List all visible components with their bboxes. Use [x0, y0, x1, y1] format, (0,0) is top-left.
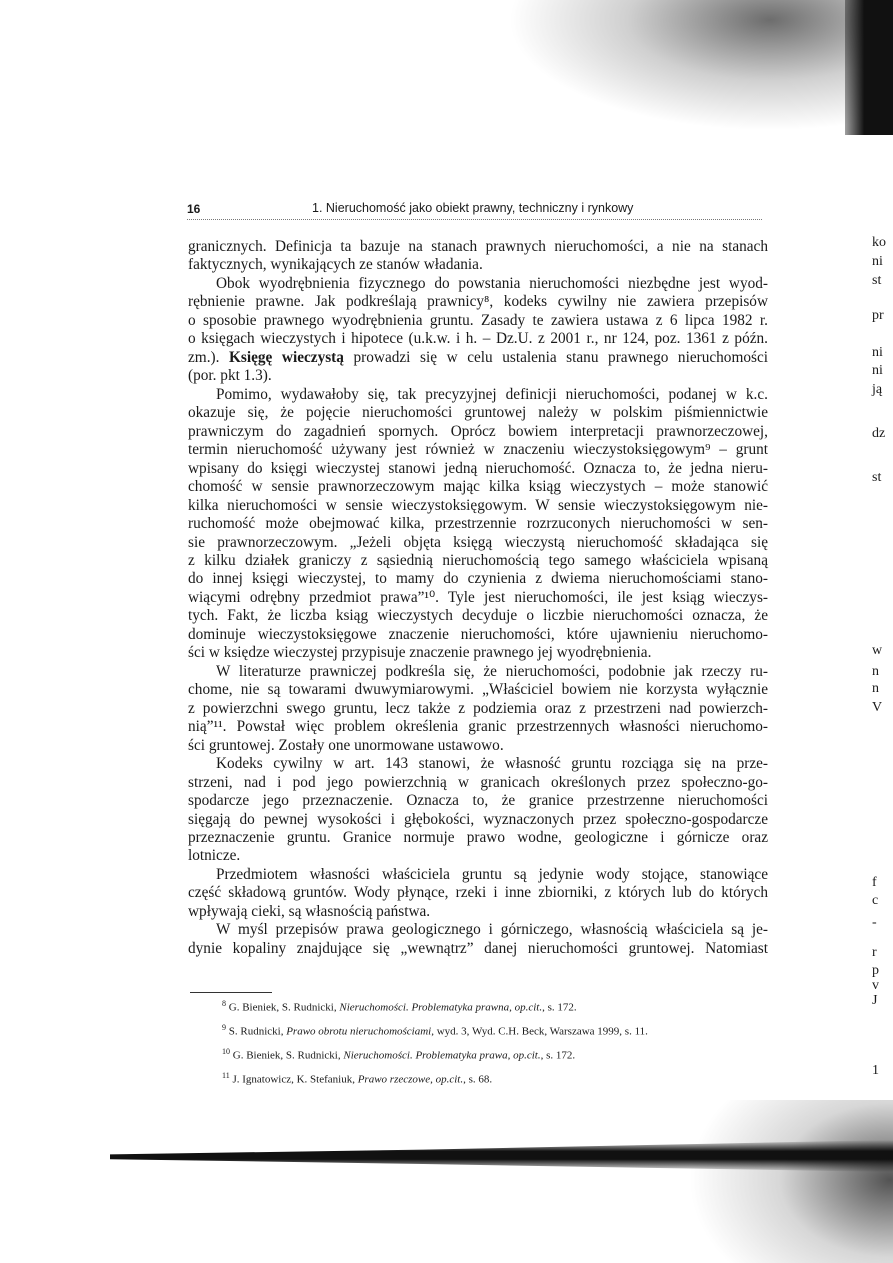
- line-text: ruchomość może obejmować kilka, przestrzennie rozrzuconych nieruchomości w sen-: [188, 515, 768, 533]
- adjacent-page-fragment: ni: [872, 345, 883, 360]
- footnote-text: , wyd. 3, Wyd. C.H. Beck, Warszawa 1999, s. 11.: [431, 1025, 648, 1038]
- text-line: [188, 903, 768, 921]
- adjacent-page-fragment: -: [872, 915, 877, 930]
- line-text: lotnicze.: [188, 847, 241, 865]
- line-text: wpisany do księgi wieczystej stanowi jedną nieruchomość. Oznacza to, że jedna nieru-: [188, 459, 768, 477]
- line-text: Kodeks cywilny w art. 143 stanowi, że własność gruntu rozciąga się na prze-: [216, 755, 768, 773]
- header-rule: [187, 219, 762, 220]
- footnote-number: 9: [222, 1022, 226, 1032]
- text-line: [188, 404, 768, 422]
- adjacent-page-fragment: st: [872, 470, 882, 485]
- text-line: [188, 515, 768, 533]
- text-line: [188, 423, 768, 441]
- line-text: Obok wyodrębnienia fizycznego do powstania nieruchomości niezbędne jest wyod-: [216, 274, 768, 292]
- footnote-text: , s. 172.: [540, 1049, 576, 1062]
- footnote-text: J. Ignatowicz, K. Stefaniuk,: [229, 1073, 358, 1086]
- line-text: dynie kopaliny znajdujące się „wewnątrz” danej nieruchomości gruntowej. Natomiast: [188, 939, 768, 957]
- scan-shadow-bottom-right: [650, 1100, 893, 1263]
- adjacent-page-fragment: dz: [872, 426, 886, 441]
- footnote-number: 10: [222, 1046, 230, 1056]
- text-line: [188, 497, 768, 515]
- line-text: z powierzchni swego gruntu, lecz także z podziemia oraz z przestrzeni nad powierzch-: [188, 699, 768, 717]
- scan-shadow-top: [300, 0, 893, 150]
- adjacent-page-fragment: n: [872, 681, 879, 696]
- line-text: (por. pkt 1.3).: [188, 367, 272, 385]
- footnote-title: Prawo obrotu nieruchomościami: [286, 1025, 432, 1038]
- line-text: z kilku działek graniczy z sąsiednią nieruchomością tego samego właściciela wpisaną: [188, 551, 768, 569]
- line-text: faktycznych, wynikających ze stanów władania.: [188, 256, 483, 274]
- line-text: Pomimo, wydawałoby się, tak precyzyjnej definicji nieruchomości, podanej w k.c.: [216, 385, 768, 403]
- text-line: [188, 718, 768, 736]
- text-line: [188, 847, 768, 865]
- adjacent-page-fragment: r: [872, 945, 877, 960]
- adjacent-page-fragment: ko: [872, 235, 886, 250]
- line-text: nią”¹¹. Powstał więc problem określenia granic przestrzennych własności nieruchomo-: [188, 718, 768, 736]
- footnote: [222, 994, 648, 1018]
- footnote-rule: [190, 992, 272, 993]
- adjacent-page-fragment: 1: [872, 1063, 879, 1078]
- line-text: przeznaczenie gruntu. Granice normuje prawo wodne, geologiczne i górnicze oraz: [188, 829, 768, 846]
- line-text: prowadzi się w celu ustalenia stanu prawnego nieruchomości: [343, 348, 768, 366]
- adjacent-page-fragment: f: [872, 875, 877, 890]
- line-text: wiącymi odrębny przedmiot prawa”¹⁰. Tyle jest nieruchomości, ile jest ksiąg wieczys-: [188, 588, 768, 606]
- text-line: [188, 460, 768, 478]
- text-line: [188, 829, 768, 847]
- footnote-text: S. Rudnicki,: [226, 1025, 287, 1038]
- adjacent-page-fragment: V: [872, 700, 883, 715]
- text-line: [188, 386, 768, 404]
- line-text: W literaturze prawniczej podkreśla się, że nieruchomości, podobnie jak rzeczy ru-: [216, 662, 768, 680]
- text-line: [188, 644, 768, 662]
- footnote: [222, 1018, 648, 1042]
- text-line: [188, 921, 768, 939]
- line-text: termin nieruchomość używany jest również w znaczeniu wieczystoksięgowym⁹ – grunt: [188, 441, 768, 459]
- line-text: część składową gruntów. Wody płynące, rzeki i inne zbiorniki, z których lub do których: [188, 884, 768, 902]
- text-line: [188, 607, 768, 625]
- footnote-text: G. Bieniek, S. Rudnicki,: [230, 1049, 344, 1062]
- line-text: chomość w sensie prawnorzeczowym mając kilka ksiąg wieczystych – może stanowić: [188, 478, 768, 496]
- line-text: rębnienie prawne. Jak podkreślają prawnicy⁸, kodeks cywilny nie zawiera przepisów: [188, 293, 768, 311]
- scan-edge-shadow: [845, 0, 893, 135]
- line-text: zm.).: [188, 348, 230, 366]
- line-text: sięgają do pewnej wysokości i głębokości, wyznaczonych przez społeczno-gospodarcze: [188, 810, 768, 828]
- line-text: Przedmiotem własności właściciela gruntu są jedynie wody stojące, stanowiące: [216, 865, 768, 883]
- text-line: [188, 681, 768, 699]
- footnote: [222, 1042, 648, 1066]
- line-text: kilka nieruchomości w sensie wieczystoksięgowym. W sensie wieczystoksięgowym nie-: [188, 496, 768, 514]
- text-line: [188, 570, 768, 588]
- text-line: [188, 737, 768, 755]
- text-line: [188, 811, 768, 829]
- line-text: o sposobie prawnego wyodrębnienia gruntu. Zasady te zawiera ustawa z 6 lipca 1982 r.: [188, 311, 768, 329]
- text-line: [188, 293, 768, 311]
- adjacent-page-fragment: J: [872, 993, 878, 1008]
- line-text: ści gruntowej. Zostały one unormowane ustawowo.: [188, 736, 504, 754]
- line-text: granicznych. Definicja ta bazuje na stanach prawnych nieruchomości, a nie na stanach: [188, 238, 768, 255]
- line-text: chome, nie są towarami dwuwymiarowymi. „Właściciel bowiem nie korzysta wyłącznie: [188, 681, 768, 699]
- text-line: [188, 441, 768, 459]
- footnote-title: Nieruchomości. Problematyka prawna, op.cit.: [339, 1001, 543, 1014]
- body-text: [188, 238, 768, 958]
- text-line: [188, 275, 768, 293]
- adjacent-page-fragment: p: [872, 963, 879, 978]
- adjacent-page-fragment: w: [872, 643, 883, 658]
- footnotes: [222, 994, 648, 1090]
- scan-edge-bottom: [110, 1140, 893, 1172]
- running-header: 1. Nieruchomość jako obiekt prawny, techniczny i rynkowy: [312, 201, 634, 215]
- text-line: [188, 700, 768, 718]
- text-line: [188, 534, 768, 552]
- line-text: prawniczym do zagadnień spornych. Oprócz bowiem interpretacji prawnorzeczowej,: [188, 422, 768, 440]
- text-line: [188, 940, 768, 958]
- text-line: [188, 866, 768, 884]
- line-text: okazuje się, że pojęcie nieruchomości gruntowej należy w polskim piśmiennictwie: [188, 404, 768, 422]
- footnote-number: 11: [222, 1070, 230, 1080]
- text-line: [188, 626, 768, 644]
- line-text: sie prawnorzeczowym. „Jeżeli objęta księgą wieczystą nieruchomość składająca się: [188, 533, 768, 551]
- adjacent-page-fragment: ni: [872, 363, 883, 378]
- text-line: [188, 755, 768, 773]
- adjacent-page-fragment: pr: [872, 308, 884, 323]
- footnote-text: , s. 68.: [463, 1073, 493, 1086]
- line-text: W myśl przepisów prawa geologicznego i górniczego, własnością właściciela są je-: [216, 921, 768, 939]
- footnote-title: Nieruchomości. Problematyka prawa, op.cit.: [343, 1049, 541, 1062]
- adjacent-page-fragment: ją: [872, 382, 883, 397]
- line-text: strzeni, nad i pod jego powierzchnią w granicach określonych przez społeczno-go-: [188, 773, 768, 791]
- line-text: spodarcze jego przeznaczenie. Oznacza to, że granice przestrzenne nieruchomości: [188, 792, 768, 810]
- text-line: [188, 552, 768, 570]
- footnote: [222, 1066, 648, 1090]
- text-line: [188, 367, 768, 385]
- adjacent-page-fragment: st: [872, 273, 882, 288]
- text-line: [188, 792, 768, 810]
- footnote-text: , s. 172.: [542, 1001, 577, 1014]
- line-text: do innej księgi wieczystej, to mamy do czynienia z dwiema nieruchomościami stano-: [188, 570, 768, 588]
- line-text: wpływają cieki, są własnością państwa.: [188, 902, 431, 920]
- page-number: 16: [187, 202, 201, 216]
- adjacent-page-fragment: c: [872, 893, 879, 908]
- text-line: [188, 238, 768, 256]
- text-line: [188, 256, 768, 274]
- footnote-title: Prawo rzeczowe, op.cit.: [357, 1073, 464, 1086]
- adjacent-page-fragment: v: [872, 978, 879, 993]
- text-line: [188, 312, 768, 330]
- adjacent-page-fragment: n: [872, 664, 879, 679]
- text-line: [188, 884, 768, 902]
- text-line: [188, 478, 768, 496]
- line-text: o księgach wieczystych i hipotece (u.k.w. i h. – Dz.U. z 2001 r., nr 124, poz. 1361 z późn.: [188, 330, 768, 348]
- text-line: [188, 663, 768, 681]
- line-text: dominuje wieczystoksięgowe znaczenie nieruchomości, które ujawnieniu nieruchomo-: [188, 625, 768, 643]
- line-text: ści w księdze wieczystej przypisuje znaczenie prawnego jej wyodrębnienia.: [188, 644, 652, 662]
- text-line: [188, 330, 768, 348]
- adjacent-page-fragment: ni: [872, 254, 883, 269]
- footnote-text: G. Bieniek, S. Rudnicki,: [226, 1001, 340, 1014]
- bold-term: Księgę wieczystą: [229, 348, 344, 366]
- line-text: tych. Fakt, że liczba ksiąg wieczystych decyduje o liczbie nieruchomości oznacza, że: [188, 607, 768, 625]
- text-line: [188, 774, 768, 792]
- text-line: [188, 349, 768, 367]
- text-line: [188, 589, 768, 607]
- footnote-number: 8: [222, 999, 226, 1008]
